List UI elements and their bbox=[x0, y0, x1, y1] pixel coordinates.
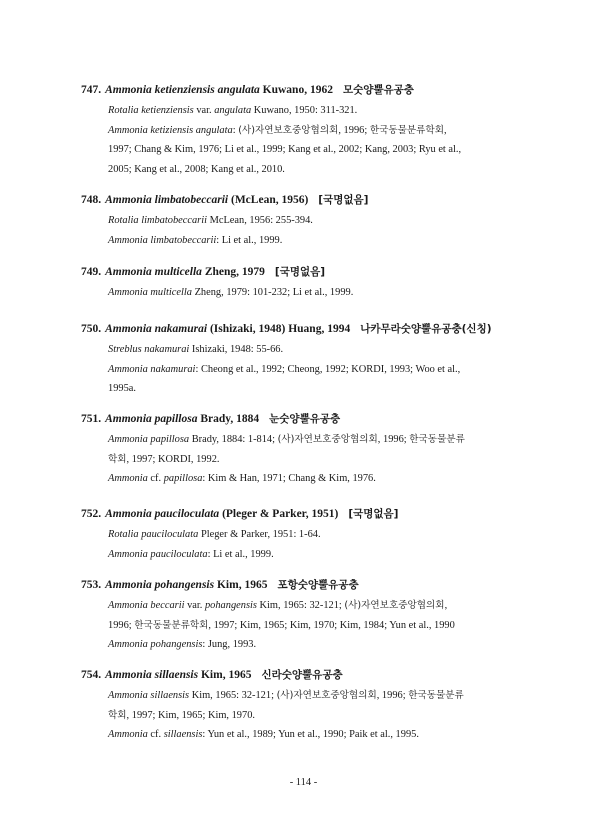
species-author: Kim, 1965 bbox=[216, 579, 268, 591]
synonymy-line bbox=[108, 211, 531, 231]
synonymy-line bbox=[108, 706, 531, 726]
citation-text: : Yun et al., 1989; Yun et al., 1990; Paik et al., 1995. bbox=[202, 729, 419, 740]
korean-name: 신라숫양뿔유공충 bbox=[261, 669, 343, 681]
species-author: (Ishizaki, 1948) Huang, 1994 bbox=[209, 323, 351, 335]
taxon-name: Streblus nakamurai bbox=[108, 344, 190, 355]
species-entry bbox=[81, 82, 531, 179]
synonymy-list bbox=[108, 525, 531, 564]
species-name: Ammonia pohangensis bbox=[105, 579, 215, 591]
species-name: Ammonia multicella bbox=[105, 266, 202, 278]
entry-number: 750. bbox=[81, 323, 102, 335]
synonymy-line bbox=[108, 469, 531, 489]
korean-name: [국명없음] bbox=[274, 266, 326, 278]
taxon-name: Ammonia limbatobeccarii bbox=[108, 234, 217, 246]
taxon-name: papillosa bbox=[163, 473, 203, 484]
species-name: Ammonia ketienziensis angulata bbox=[105, 84, 260, 96]
korean-name: 포항숫양뿔유공충 bbox=[277, 579, 359, 591]
citation-text: Ishizaki, 1948: 55-66. bbox=[189, 344, 284, 355]
taxon-name: Ammonia beccarii bbox=[108, 600, 185, 611]
citation-text: Kim, 1965: 32-121; (사)자연보호중앙협의회, 1996; 한국동물분류 bbox=[189, 690, 464, 701]
taxon-name: Ammonia multicella bbox=[108, 287, 192, 298]
species-author: (Pleger & Parker, 1951) bbox=[222, 508, 339, 520]
synonymy-list bbox=[108, 340, 531, 399]
species-author: Zheng, 1979 bbox=[204, 266, 265, 278]
synonymy-list bbox=[108, 596, 531, 655]
species-name: Ammonia nakamurai bbox=[105, 323, 208, 335]
synonymy-line bbox=[108, 231, 531, 251]
taxon-name: Ammonia nakamurai bbox=[108, 363, 196, 375]
species-entry bbox=[81, 192, 531, 250]
species-entry bbox=[81, 667, 531, 745]
citation-text: 2005; Kang et al., 2008; Kang et al., 2010. bbox=[108, 163, 285, 175]
entry-heading bbox=[81, 667, 531, 683]
citation-text: 1996; 한국동물분류학회, 1997; Kim, 1965; Kim, 1970; Kim, 1984; Yun et al., 1990 bbox=[108, 619, 455, 631]
entry-number: 752. bbox=[81, 508, 102, 520]
synonymy-list bbox=[108, 430, 531, 489]
species-author: Kuwano, 1962 bbox=[262, 84, 333, 96]
citation-text: Zheng, 1979: 101-232; Li et al., 1999. bbox=[191, 287, 354, 298]
citation-text: 1995a. bbox=[108, 383, 136, 394]
citation-text: 학회, 1997; Kim, 1965; Kim, 1970. bbox=[108, 709, 255, 721]
taxon-name: Rotalia pauciloculata bbox=[108, 529, 199, 540]
synonymy-line bbox=[108, 596, 531, 616]
citation-text: var. bbox=[184, 600, 205, 611]
entry-heading bbox=[81, 506, 531, 522]
species-entry bbox=[81, 411, 531, 489]
synonymy-line bbox=[108, 379, 531, 399]
citation-text: : Jung, 1993. bbox=[202, 639, 257, 650]
synonymy-line bbox=[108, 140, 531, 160]
taxon-name: Rotalia ketienziensis bbox=[108, 105, 194, 116]
entry-heading bbox=[81, 321, 531, 337]
citation-text: Kim, 1965: 32-121; (사)자연보호중앙협의회, bbox=[256, 600, 448, 611]
species-name: Ammonia limbatobeccarii bbox=[105, 194, 229, 206]
entry-heading bbox=[81, 411, 531, 427]
synonymy-line bbox=[108, 360, 531, 380]
synonymy-line bbox=[108, 283, 531, 303]
citation-text: 학회, 1997; KORDI, 1992. bbox=[108, 453, 220, 465]
entry-heading bbox=[81, 577, 531, 593]
entry-number: 747. bbox=[81, 84, 102, 96]
taxon-name: Ammonia bbox=[108, 473, 148, 484]
species-entry bbox=[81, 264, 531, 303]
species-name: Ammonia pauciloculata bbox=[105, 508, 220, 520]
synonymy-line bbox=[108, 725, 531, 745]
species-name: Ammonia sillaensis bbox=[105, 669, 199, 681]
synonymy-line bbox=[108, 686, 531, 706]
entry-heading bbox=[81, 264, 531, 280]
entry-number: 754. bbox=[81, 669, 102, 681]
citation-text: McLean, 1956: 255-394. bbox=[207, 215, 313, 226]
synonymy-line bbox=[108, 121, 531, 141]
synonymy-line bbox=[108, 450, 531, 470]
taxon-name: Ammonia pauciloculata bbox=[108, 548, 208, 560]
species-entry bbox=[81, 321, 531, 399]
synonymy-line bbox=[108, 101, 531, 121]
taxon-name: sillaensis bbox=[163, 729, 203, 740]
species-entry bbox=[81, 577, 531, 655]
citation-text: var. bbox=[193, 105, 215, 116]
taxon-name: Ammonia papillosa bbox=[108, 434, 190, 445]
taxon-name: Ammonia sillaensis bbox=[108, 690, 190, 701]
synonymy-line bbox=[108, 616, 531, 636]
citation-text: Brady, 1884: 1-814; (사)자연보호중앙협의회, 1996; 한국동물분류 bbox=[189, 434, 465, 445]
citation-text: cf. bbox=[147, 729, 164, 740]
taxon-name: angulata bbox=[214, 105, 252, 116]
korean-name: 나카무라숫양뿔유공충(신칭) bbox=[360, 323, 492, 335]
synonymy-line bbox=[108, 430, 531, 450]
korean-name: 모숫양뿔유공충 bbox=[342, 84, 414, 96]
species-author: Kim, 1965 bbox=[200, 669, 252, 681]
entry-number: 751. bbox=[81, 413, 102, 425]
species-entry bbox=[81, 506, 531, 564]
taxon-name: Ammonia pohangensis bbox=[108, 639, 203, 650]
synonymy-list bbox=[108, 211, 531, 250]
synonymy-list bbox=[108, 101, 531, 179]
citation-text: Kuwano, 1950: 311-321. bbox=[251, 105, 358, 116]
citation-text: : Li et al., 1999. bbox=[216, 234, 283, 246]
entry-heading bbox=[81, 82, 531, 98]
entry-number: 748. bbox=[81, 194, 102, 206]
synonymy-line bbox=[108, 160, 531, 180]
citation-text: 1997; Chang & Kim, 1976; Li et al., 1999; Kang et al., 2002; Kang, 2003; Ryu et al., bbox=[108, 144, 462, 155]
citation-text: : (사)자연보호중앙협의회, 1996; 한국동물분류학회, bbox=[232, 124, 447, 136]
synonymy-list bbox=[108, 283, 531, 303]
entry-number: 749. bbox=[81, 266, 102, 278]
citation-text: Pleger & Parker, 1951: 1-64. bbox=[198, 529, 321, 540]
korean-name: [국명없음] bbox=[318, 194, 369, 206]
taxon-name: Ammonia ketiziensis angulata bbox=[108, 124, 233, 136]
citation-text: : Li et al., 1999. bbox=[207, 548, 274, 560]
korean-name: 눈숫양뿔유공충 bbox=[269, 413, 341, 425]
entry-number: 753. bbox=[81, 579, 102, 591]
citation-text: : Cheong et al., 1992; Cheong, 1992; KORDI, 1993; Woo et al., bbox=[195, 363, 461, 375]
taxon-name: Ammonia bbox=[108, 729, 148, 740]
synonymy-list bbox=[108, 686, 531, 745]
citation-text: : Kim & Han, 1971; Chang & Kim, 1976. bbox=[202, 473, 376, 484]
taxon-name: Rotalia limbatobeccarii bbox=[108, 215, 207, 226]
synonymy-line bbox=[108, 635, 531, 655]
synonymy-line bbox=[108, 340, 531, 360]
entry-heading bbox=[81, 192, 531, 208]
synonymy-line bbox=[108, 525, 531, 545]
citation-text: cf. bbox=[147, 473, 164, 484]
species-author: Brady, 1884 bbox=[200, 413, 260, 425]
korean-name: [국명없음] bbox=[348, 508, 399, 520]
species-name: Ammonia papillosa bbox=[105, 413, 198, 425]
page-number: - 114 - bbox=[289, 777, 318, 788]
taxon-name: pohangensis bbox=[204, 600, 257, 611]
synonymy-line bbox=[108, 545, 531, 565]
species-author: (McLean, 1956) bbox=[231, 194, 309, 206]
